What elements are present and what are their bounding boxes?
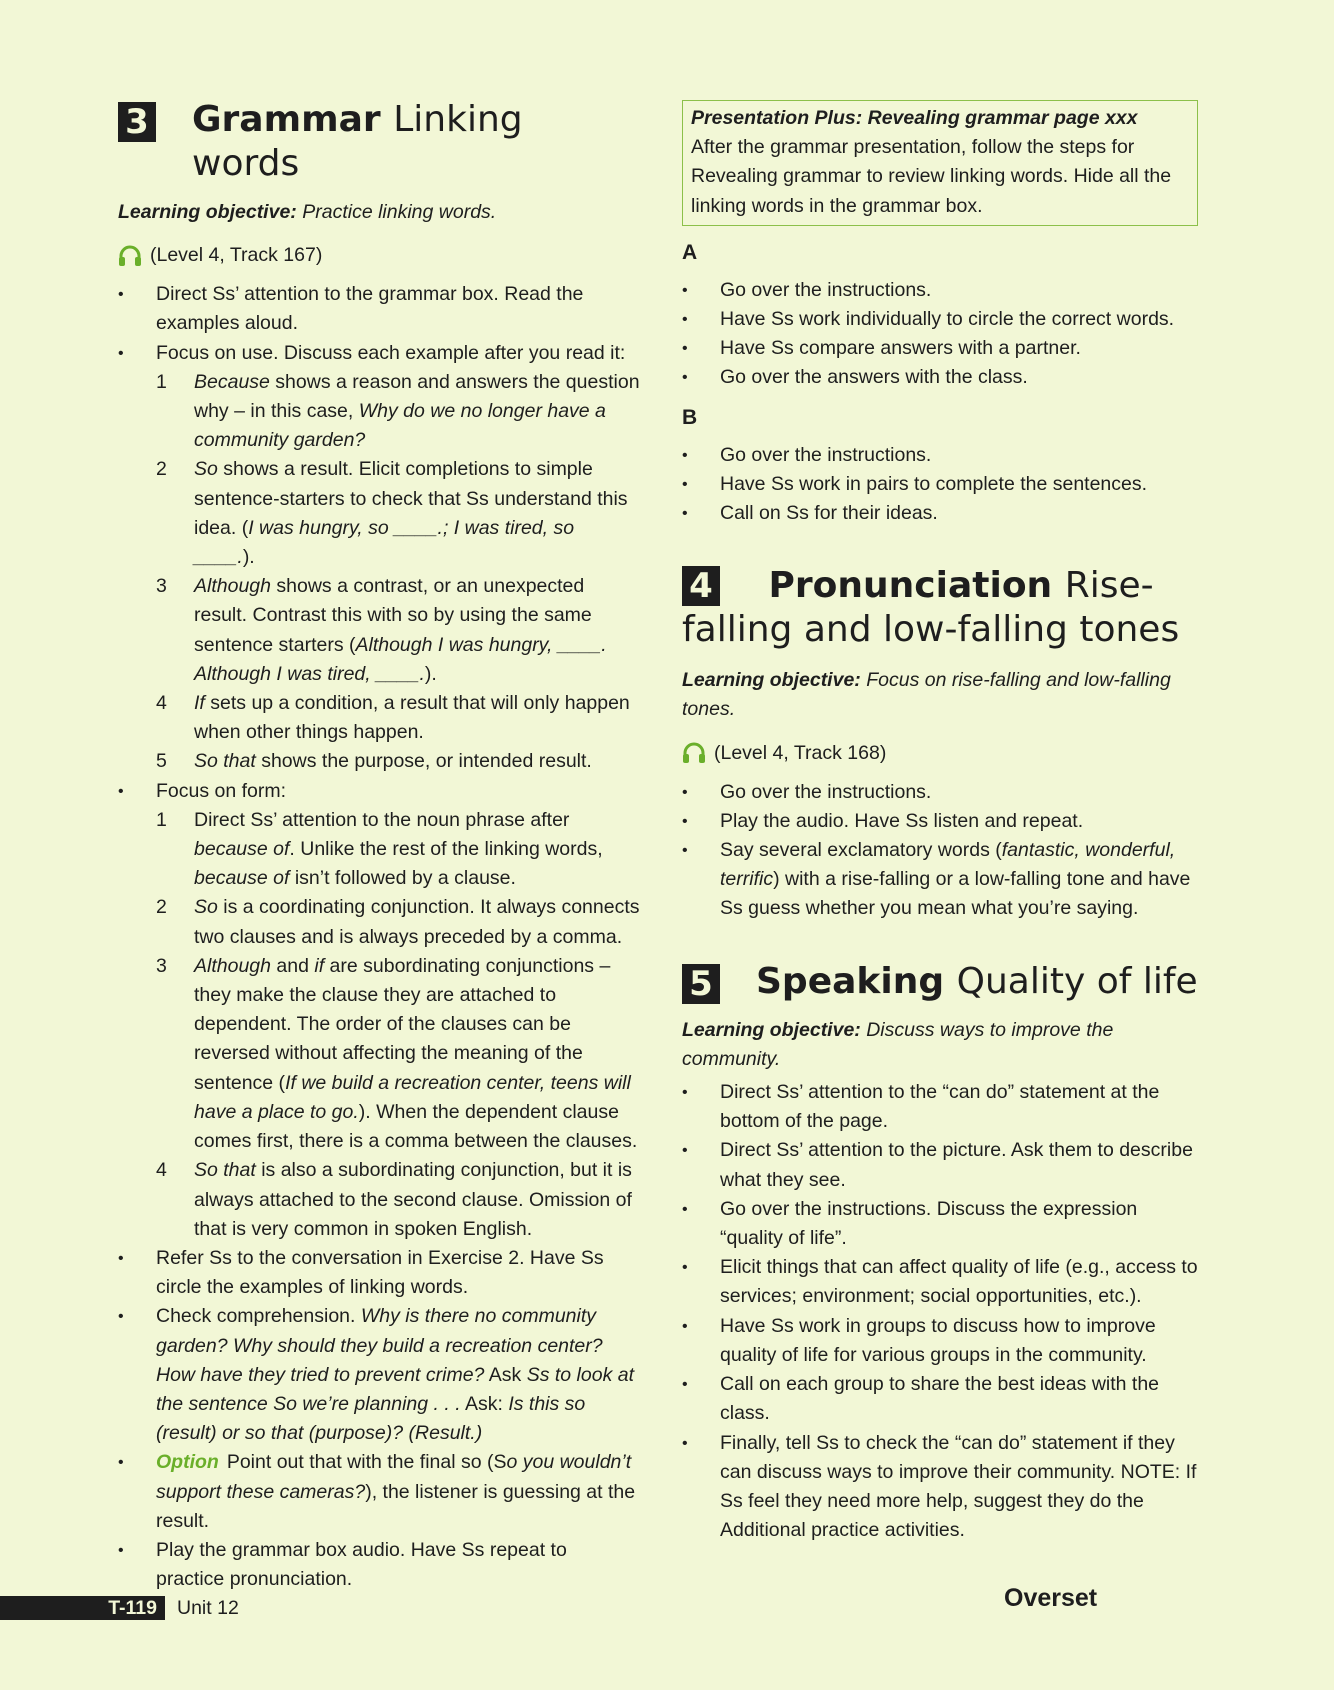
item-number: 1 [156,370,167,393]
speaking-steps [682,1078,1198,1545]
list-item: • Play the grammar box audio. Have Ss repeat to practice pronunciation. [118,1536,640,1594]
section-title-main: Pronunciation [768,565,1053,607]
numbered-item [156,368,640,456]
item-example: If we build a recreation center, teens will have a place to go. [194,1071,631,1123]
box-title: Presentation Plus: Revealing grammar page xxx [691,107,1138,129]
list-item [682,836,1198,924]
section-title-main: Grammar [192,99,381,140]
part-a-list [682,276,1198,393]
unit-label: Unit 12 [177,1596,239,1619]
item-number: 3 [156,575,167,598]
item-example: Ss to look at the sentence So we’re planning . . . [156,1363,634,1415]
numbered-item [156,893,640,951]
item-text: Ask [484,1363,527,1386]
pronunciation-steps [682,778,1198,924]
item-example: Why is there no community garden? Why should they build a recreation center? How have they tried to prevent crime? [156,1305,603,1386]
numbered-item [156,952,640,1156]
option-label: Option [156,1451,219,1474]
presentation-plus-box [682,100,1198,226]
list-item: • Direct Ss’ attention to the grammar box. Read the examples aloud. [118,280,640,338]
numbered-item [156,1156,640,1244]
item-number: 3 [156,954,167,977]
headphones-icon [118,245,142,267]
item-example: because of [194,838,290,861]
numbered-item [156,689,640,747]
list-item: • Go over the answers with the class. [682,363,1198,392]
item-text: Check comprehension. [156,1305,361,1328]
item-text: ), the listener is guessing at the result. [156,1480,636,1532]
numbered-item [156,806,640,894]
objective-text: Discuss ways to improve the community. [682,1018,1114,1070]
item-text: sets up a condition, a result that will only happen when other things happen. [194,692,630,744]
section-title-sub: Linking words [192,99,523,184]
list-item: • Refer Ss to the conversation in Exercise 2. Have Ss circle the examples of linking words. [118,1244,640,1302]
item-number: 4 [156,1159,167,1182]
item-text: Point out that with the final so (S [226,1451,507,1474]
learning-objective [682,666,1198,724]
section-title [192,98,640,186]
list-item-text: Focus on form: [156,779,287,802]
list-item: • Go over the instructions. [682,778,1198,807]
item-number: 1 [156,808,167,831]
learning-objective [682,1016,1198,1074]
list-item: • Have Ss work individually to circle the correct words. [682,305,1198,334]
item-text: . Unlike the rest of the linking words, [289,838,603,861]
list-item [118,339,640,777]
item-text: ). [424,662,437,685]
item-lead: So [194,896,218,919]
item-number: 2 [156,896,167,919]
item-example: o you wouldn’t support these cameras? [156,1451,632,1503]
item-example: because of [194,867,290,890]
page-number: T-119 [0,1596,165,1620]
item-text: shows a result. Elicit completions to simple sentence-starters to check that Ss understand this idea. ( [194,458,628,539]
box-text: After the grammar presentation, follow the steps for Revealing grammar to review linking words. Hide all the linking words in the grammar box. [691,136,1172,217]
item-lead: Because [194,370,270,393]
pronunciation-section-header [682,564,1198,652]
list-item [118,1302,640,1448]
section-title-sub: Rise-falling and low-falling tones [682,565,1180,651]
objective-label: Learning objective: [118,201,297,223]
item-lead: So [194,458,218,481]
part-a-label: A [682,240,698,264]
item-text: are subordinating conjunctions – they make the clause they are attached to dependent. The order of the clauses can be reversed without affecting the meaning of the sentence ( [194,954,611,1094]
item-text: ) with a rise-falling or a low-falling tone and have Ss guess whether you mean what you’re saying. [720,868,1191,920]
list-item-text: Focus on use. Discuss each example after you read it: [156,341,626,364]
list-item [118,1448,640,1536]
section-title-main: Speaking [756,960,945,1002]
part-b-label: B [682,405,698,429]
item-text: shows the purpose, or intended result. [255,750,592,773]
section-number: 5 [682,964,720,1004]
section-number: 4 [682,566,720,606]
list-item: • Call on Ss for their ideas. [682,499,1198,528]
list-item: • Go over the instructions. [682,441,1198,470]
item-example: Why do we no longer have a community garden? [194,400,606,452]
item-lead: So that [194,750,256,773]
item-number: 2 [156,458,167,481]
page-footer [0,1596,239,1620]
item-text: shows a reason and answers the question why – in this case, [194,370,640,423]
item-lead: Although [194,575,271,598]
item-lead: Although [194,954,271,977]
track-label: (Level 4, Track 167) [150,244,323,267]
headphones-icon [682,742,706,764]
use-list [156,368,640,777]
list-item: • Direct Ss’ attention to the “can do” statement at the bottom of the page. [682,1078,1198,1136]
list-item [118,777,640,1244]
part-b-list [682,441,1198,529]
list-item: • Have Ss work in groups to discuss how to improve quality of life for various groups in the community. [682,1312,1198,1370]
audio-track[interactable] [682,739,1198,768]
overset-label: Overset [1004,1584,1098,1612]
item-number: 4 [156,692,167,715]
item-number: 5 [156,750,167,773]
grammar-steps [118,280,640,1594]
item-text: is also a subordinating conjunction, but it is always attached to the second clause. Omission of that is very common in spoken English. [194,1159,632,1240]
objective-label: Learning objective: [682,1018,861,1041]
item-text: Direct Ss’ attention to the noun phrase after [194,808,570,831]
item-text: and [270,954,315,977]
item-text: isn’t followed by a clause. [289,867,516,890]
list-item: • Direct Ss’ attention to the picture. Ask them to describe what they see. [682,1136,1198,1194]
right-column [682,100,1198,1545]
objective-text: Practice linking words. [302,201,497,223]
list-item: • Have Ss work in pairs to complete the sentences. [682,470,1198,499]
numbered-item [156,747,640,776]
item-example: Although I was hungry, ____. Although I was tired, ____. [194,633,607,685]
list-item: • Play the audio. Have Ss listen and repeat. [682,807,1198,836]
item-example: Is this so (result) or so that (purpose)? (Result.) [156,1392,586,1445]
item-text: shows a contrast, or an unexpected result. Contrast this with so by using the same sentence starters ( [194,575,592,656]
section-title-sub: Quality of life [956,960,1198,1002]
form-list [156,806,640,1244]
objective-label: Learning objective: [682,669,861,692]
section-title [756,960,1198,1004]
numbered-item [156,455,640,572]
list-item: • Elicit things that can affect quality of life (e.g., access to services; environment; social opportunities, etc.). [682,1253,1198,1311]
numbered-item [156,572,640,689]
left-column [118,98,640,1594]
list-item: • Go over the instructions. Discuss the expression “quality of life”. [682,1195,1198,1253]
objective-text: Focus on rise-falling and low-falling tones. [682,669,1171,721]
list-item: • Finally, tell Ss to check the “can do” statement if they can discuss ways to improve their community. NOTE: If Ss feel they need more help, suggest they do the Additional practice activities. [682,1429,1198,1546]
list-item: • Go over the instructions. [682,276,1198,305]
item-lead: So that [194,1159,256,1182]
list-item: • Have Ss compare answers with a partner. [682,334,1198,363]
speaking-section-header [682,960,1198,1004]
item-example: if [314,954,325,977]
audio-track[interactable] [118,241,640,270]
item-lead: If [194,692,205,715]
item-text: Ask: [460,1392,509,1415]
item-example: I was hungry, so ____.; I was tired, so ____. [194,516,575,569]
item-text: Say several exclamatory words ( [720,839,1002,862]
item-text: ). When the dependent clause comes first, there is a comma between the clauses. [194,1100,638,1153]
grammar-section-header [118,98,640,186]
item-example: fantastic, wonderful, terrific [720,839,1176,891]
list-item: • Call on each group to share the best ideas with the class. [682,1370,1198,1428]
item-text: ). [242,546,255,569]
item-text: is a coordinating conjunction. It always connects two clauses and is always preceded by a comma. [194,896,640,948]
section-number: 3 [118,102,156,142]
track-label: (Level 4, Track 168) [714,741,887,764]
learning-objective [118,198,640,227]
